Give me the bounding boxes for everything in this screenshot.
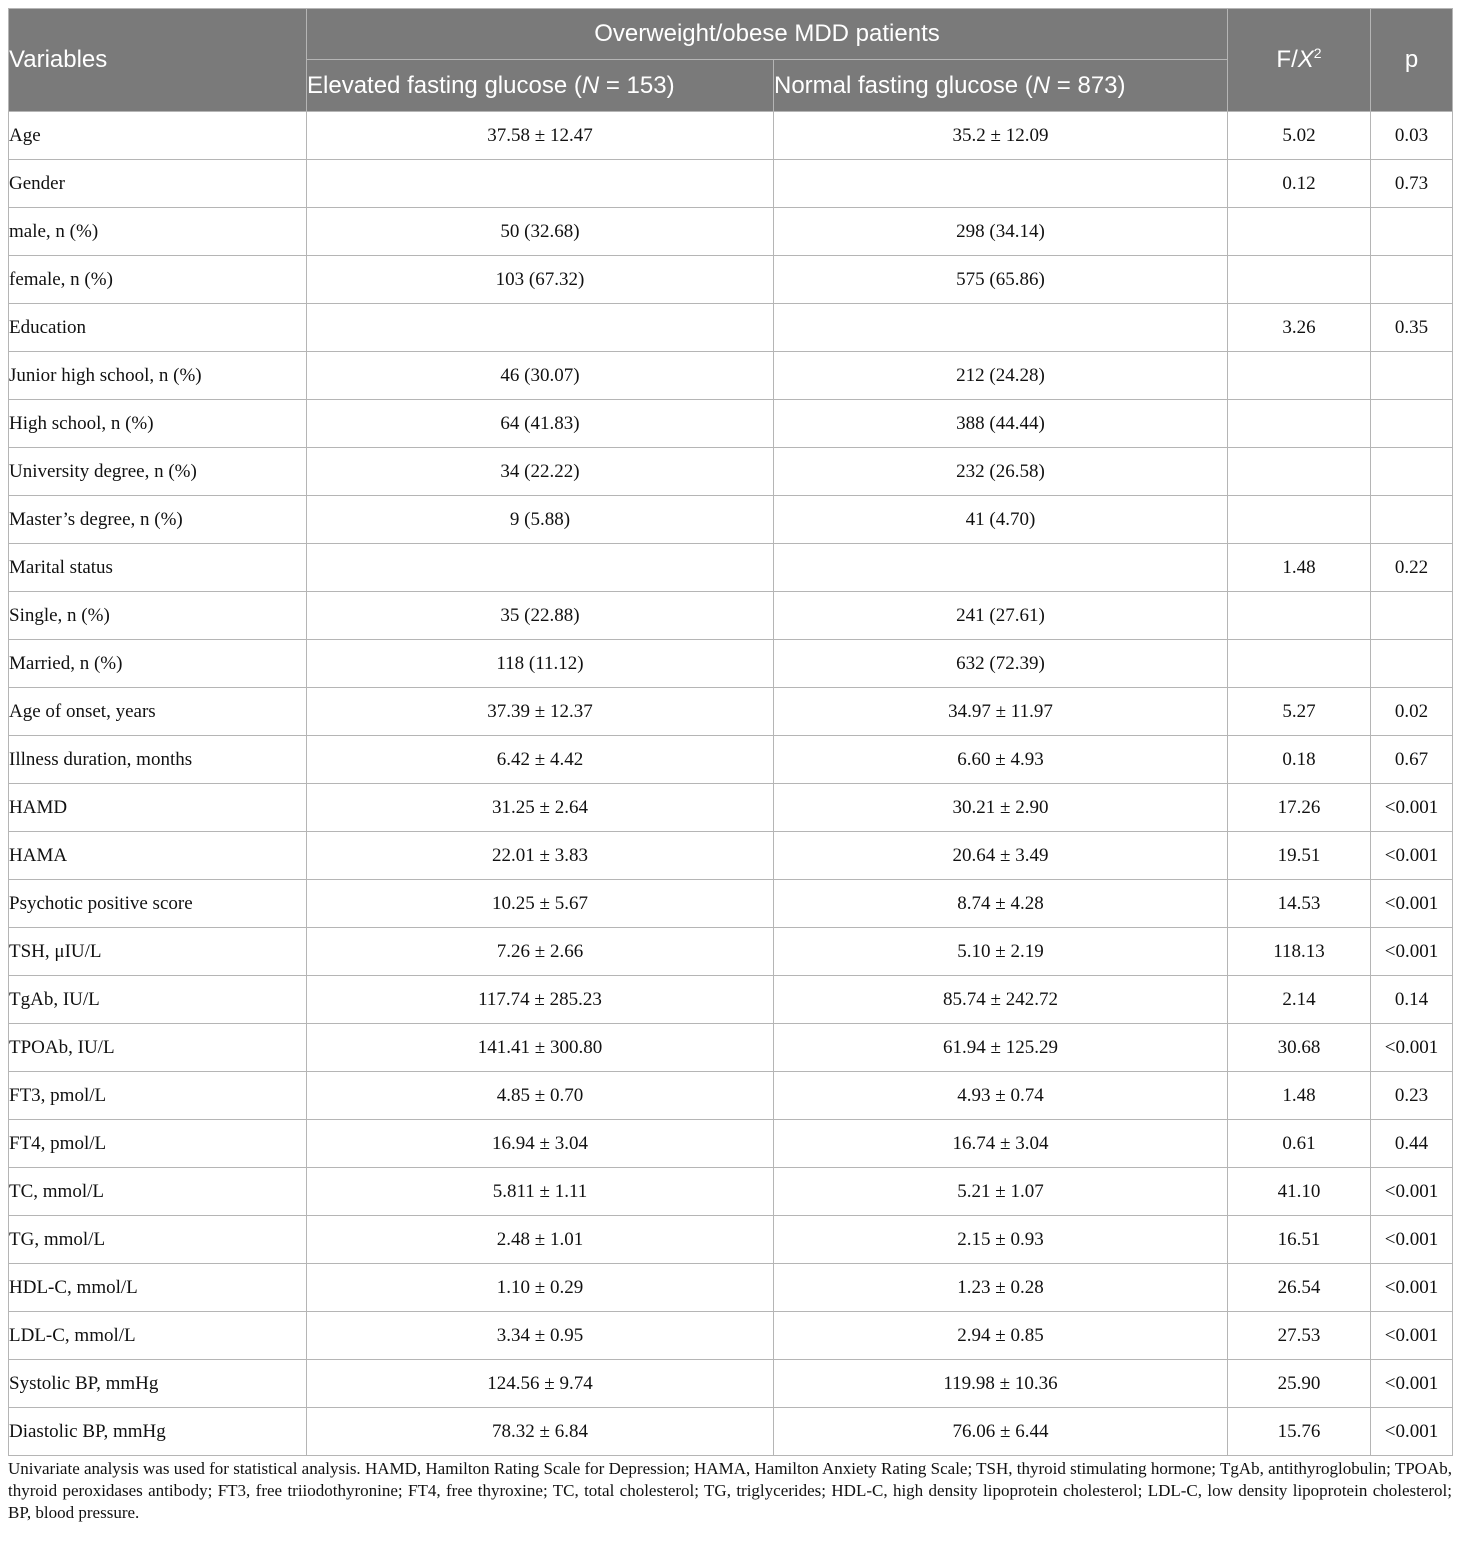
elevated-value: 16.94 ± 3.04 xyxy=(307,1120,774,1168)
statistic-value: 0.18 xyxy=(1228,736,1371,784)
normal-value xyxy=(774,304,1228,352)
table-row xyxy=(9,304,1453,352)
statistic-value: 5.27 xyxy=(1228,688,1371,736)
table-row xyxy=(9,496,1453,544)
table-row xyxy=(9,352,1453,400)
p-value: <0.001 xyxy=(1371,880,1453,928)
p-value: 0.22 xyxy=(1371,544,1453,592)
normal-value: 35.2 ± 12.09 xyxy=(774,112,1228,160)
row-label: female, n (%) xyxy=(9,256,307,304)
elevated-value: 35 (22.88) xyxy=(307,592,774,640)
normal-value: 2.15 ± 0.93 xyxy=(774,1216,1228,1264)
statistic-value: 15.76 xyxy=(1228,1408,1371,1456)
normal-value: 5.10 ± 2.19 xyxy=(774,928,1228,976)
statistic-value: 27.53 xyxy=(1228,1312,1371,1360)
normal-value: 119.98 ± 10.36 xyxy=(774,1360,1228,1408)
p-value: 0.73 xyxy=(1371,160,1453,208)
table-row xyxy=(9,880,1453,928)
statistic-value: 19.51 xyxy=(1228,832,1371,880)
normal-value: 16.74 ± 3.04 xyxy=(774,1120,1228,1168)
elevated-value: 34 (22.22) xyxy=(307,448,774,496)
normal-value: 388 (44.44) xyxy=(774,400,1228,448)
elevated-value xyxy=(307,160,774,208)
normal-value: 61.94 ± 125.29 xyxy=(774,1024,1228,1072)
statistic-value: 25.90 xyxy=(1228,1360,1371,1408)
elevated-value: 31.25 ± 2.64 xyxy=(307,784,774,832)
p-value: <0.001 xyxy=(1371,1360,1453,1408)
p-value: <0.001 xyxy=(1371,1024,1453,1072)
p-value xyxy=(1371,208,1453,256)
table-row xyxy=(9,1216,1453,1264)
table-row xyxy=(9,160,1453,208)
statistic-value: 3.26 xyxy=(1228,304,1371,352)
table-row xyxy=(9,400,1453,448)
p-value xyxy=(1371,448,1453,496)
row-label: HDL-C, mmol/L xyxy=(9,1264,307,1312)
elevated-value: 50 (32.68) xyxy=(307,208,774,256)
row-label: Age of onset, years xyxy=(9,688,307,736)
elevated-value: 5.811 ± 1.11 xyxy=(307,1168,774,1216)
statistic-value: 1.48 xyxy=(1228,544,1371,592)
p-value xyxy=(1371,352,1453,400)
row-label: TG, mmol/L xyxy=(9,1216,307,1264)
normal-value: 212 (24.28) xyxy=(774,352,1228,400)
p-value: <0.001 xyxy=(1371,1264,1453,1312)
row-label: LDL-C, mmol/L xyxy=(9,1312,307,1360)
row-label: Married, n (%) xyxy=(9,640,307,688)
normal-value: 85.74 ± 242.72 xyxy=(774,976,1228,1024)
normal-value: 6.60 ± 4.93 xyxy=(774,736,1228,784)
p-value: 0.44 xyxy=(1371,1120,1453,1168)
elevated-value: 117.74 ± 285.23 xyxy=(307,976,774,1024)
statistic-value xyxy=(1228,592,1371,640)
table-row xyxy=(9,688,1453,736)
elevated-value: 4.85 ± 0.70 xyxy=(307,1072,774,1120)
elevated-value: 103 (67.32) xyxy=(307,256,774,304)
row-label: Systolic BP, mmHg xyxy=(9,1360,307,1408)
table-row xyxy=(9,592,1453,640)
row-label: Diastolic BP, mmHg xyxy=(9,1408,307,1456)
table-row xyxy=(9,1072,1453,1120)
row-label: male, n (%) xyxy=(9,208,307,256)
normal-value xyxy=(774,544,1228,592)
elevated-value: 3.34 ± 0.95 xyxy=(307,1312,774,1360)
header-elevated-glucose: Elevated fasting glucose (N = 153) xyxy=(307,60,774,112)
p-value: <0.001 xyxy=(1371,784,1453,832)
row-label: High school, n (%) xyxy=(9,400,307,448)
table-row xyxy=(9,1024,1453,1072)
header-normal-glucose: Normal fasting glucose (N = 873) xyxy=(774,60,1228,112)
p-value xyxy=(1371,256,1453,304)
p-value xyxy=(1371,640,1453,688)
normal-value: 1.23 ± 0.28 xyxy=(774,1264,1228,1312)
statistic-value xyxy=(1228,448,1371,496)
p-value xyxy=(1371,496,1453,544)
row-label: HAMD xyxy=(9,784,307,832)
row-label: Age xyxy=(9,112,307,160)
normal-value: 2.94 ± 0.85 xyxy=(774,1312,1228,1360)
elevated-value xyxy=(307,544,774,592)
elevated-value: 141.41 ± 300.80 xyxy=(307,1024,774,1072)
p-value: <0.001 xyxy=(1371,928,1453,976)
table-row xyxy=(9,640,1453,688)
elevated-value: 124.56 ± 9.74 xyxy=(307,1360,774,1408)
normal-value: 632 (72.39) xyxy=(774,640,1228,688)
header-variables: Variables xyxy=(9,9,307,112)
elevated-value: 2.48 ± 1.01 xyxy=(307,1216,774,1264)
p-value: 0.23 xyxy=(1371,1072,1453,1120)
statistic-value: 41.10 xyxy=(1228,1168,1371,1216)
row-label: Education xyxy=(9,304,307,352)
header-p-value: p xyxy=(1371,9,1453,112)
elevated-value: 46 (30.07) xyxy=(307,352,774,400)
elevated-value: 37.58 ± 12.47 xyxy=(307,112,774,160)
normal-value: 41 (4.70) xyxy=(774,496,1228,544)
statistic-value: 26.54 xyxy=(1228,1264,1371,1312)
p-value xyxy=(1371,400,1453,448)
row-label: TPOAb, IU/L xyxy=(9,1024,307,1072)
normal-value: 20.64 ± 3.49 xyxy=(774,832,1228,880)
statistic-value xyxy=(1228,400,1371,448)
row-label: FT3, pmol/L xyxy=(9,1072,307,1120)
statistic-value xyxy=(1228,352,1371,400)
normal-value: 298 (34.14) xyxy=(774,208,1228,256)
row-label: Gender xyxy=(9,160,307,208)
table-row xyxy=(9,928,1453,976)
p-value: <0.001 xyxy=(1371,1408,1453,1456)
elevated-value: 6.42 ± 4.42 xyxy=(307,736,774,784)
header-group: Overweight/obese MDD patients xyxy=(307,9,1228,60)
table-row xyxy=(9,544,1453,592)
elevated-value xyxy=(307,304,774,352)
p-value: 0.14 xyxy=(1371,976,1453,1024)
row-label: Marital status xyxy=(9,544,307,592)
table-row xyxy=(9,208,1453,256)
p-value: <0.001 xyxy=(1371,1168,1453,1216)
table-row xyxy=(9,1360,1453,1408)
normal-value: 30.21 ± 2.90 xyxy=(774,784,1228,832)
p-value: 0.67 xyxy=(1371,736,1453,784)
row-label: Illness duration, months xyxy=(9,736,307,784)
statistic-value: 5.02 xyxy=(1228,112,1371,160)
row-label: TC, mmol/L xyxy=(9,1168,307,1216)
table-header xyxy=(9,9,1453,112)
table-row xyxy=(9,784,1453,832)
table-container xyxy=(8,8,1452,1524)
elevated-value: 118 (11.12) xyxy=(307,640,774,688)
elevated-value: 9 (5.88) xyxy=(307,496,774,544)
p-value: 0.35 xyxy=(1371,304,1453,352)
table-row xyxy=(9,976,1453,1024)
statistic-value: 14.53 xyxy=(1228,880,1371,928)
table-row xyxy=(9,1168,1453,1216)
table-footnote: Univariate analysis was used for statistical analysis. HAMD, Hamilton Rating Scale for Depression; HAMA, Hamilton Anxiety Rating Scale; TSH, thyroid stimulating hormone; TgAb, antithyroglobulin; TPOAb, thyroid peroxidases antibody; FT3, free triiodothyronine; FT4, free thyroxine; TC, total cholesterol; TG, triglycerides; HDL-C, high density lipoprotein cholesterol; LDL-C, low density lipoprotein cholesterol; BP, blood pressure. xyxy=(8,1459,1452,1522)
row-label: TSH, μIU/L xyxy=(9,928,307,976)
table-body xyxy=(9,112,1453,1456)
table-row xyxy=(9,256,1453,304)
statistic-value: 118.13 xyxy=(1228,928,1371,976)
table-row xyxy=(9,448,1453,496)
statistic-value: 30.68 xyxy=(1228,1024,1371,1072)
normal-value: 241 (27.61) xyxy=(774,592,1228,640)
elevated-value: 7.26 ± 2.66 xyxy=(307,928,774,976)
header-statistic: $F/X^2$ xyxy=(1228,9,1371,112)
p-value: 0.02 xyxy=(1371,688,1453,736)
elevated-value: 37.39 ± 12.37 xyxy=(307,688,774,736)
statistic-value: 1.48 xyxy=(1228,1072,1371,1120)
row-label: HAMA xyxy=(9,832,307,880)
table-row xyxy=(9,1408,1453,1456)
row-label: Junior high school, n (%) xyxy=(9,352,307,400)
row-label: Master’s degree, n (%) xyxy=(9,496,307,544)
p-value xyxy=(1371,592,1453,640)
row-label: TgAb, IU/L xyxy=(9,976,307,1024)
table-row xyxy=(9,1120,1453,1168)
p-value: <0.001 xyxy=(1371,1216,1453,1264)
normal-value: 34.97 ± 11.97 xyxy=(774,688,1228,736)
statistic-value xyxy=(1228,256,1371,304)
elevated-value: 22.01 ± 3.83 xyxy=(307,832,774,880)
statistic-value xyxy=(1228,640,1371,688)
row-label: University degree, n (%) xyxy=(9,448,307,496)
normal-value: 232 (26.58) xyxy=(774,448,1228,496)
elevated-value: 78.32 ± 6.84 xyxy=(307,1408,774,1456)
table-row xyxy=(9,736,1453,784)
table-row xyxy=(9,112,1453,160)
elevated-value: 10.25 ± 5.67 xyxy=(307,880,774,928)
row-label: Single, n (%) xyxy=(9,592,307,640)
statistic-value: 0.61 xyxy=(1228,1120,1371,1168)
data-table xyxy=(8,8,1453,1456)
table-row xyxy=(9,1312,1453,1360)
statistic-value: 16.51 xyxy=(1228,1216,1371,1264)
p-value: <0.001 xyxy=(1371,832,1453,880)
p-value: 0.03 xyxy=(1371,112,1453,160)
elevated-value: 1.10 ± 0.29 xyxy=(307,1264,774,1312)
statistic-value: 17.26 xyxy=(1228,784,1371,832)
p-value: <0.001 xyxy=(1371,1312,1453,1360)
normal-value: 575 (65.86) xyxy=(774,256,1228,304)
normal-value xyxy=(774,160,1228,208)
statistic-value xyxy=(1228,208,1371,256)
normal-value: 5.21 ± 1.07 xyxy=(774,1168,1228,1216)
table-row xyxy=(9,1264,1453,1312)
elevated-value: 64 (41.83) xyxy=(307,400,774,448)
normal-value: 4.93 ± 0.74 xyxy=(774,1072,1228,1120)
normal-value: 8.74 ± 4.28 xyxy=(774,880,1228,928)
normal-value: 76.06 ± 6.44 xyxy=(774,1408,1228,1456)
statistic-value: 0.12 xyxy=(1228,160,1371,208)
statistic-value: 2.14 xyxy=(1228,976,1371,1024)
statistic-value xyxy=(1228,496,1371,544)
row-label: FT4, pmol/L xyxy=(9,1120,307,1168)
table-row xyxy=(9,832,1453,880)
row-label: Psychotic positive score xyxy=(9,880,307,928)
